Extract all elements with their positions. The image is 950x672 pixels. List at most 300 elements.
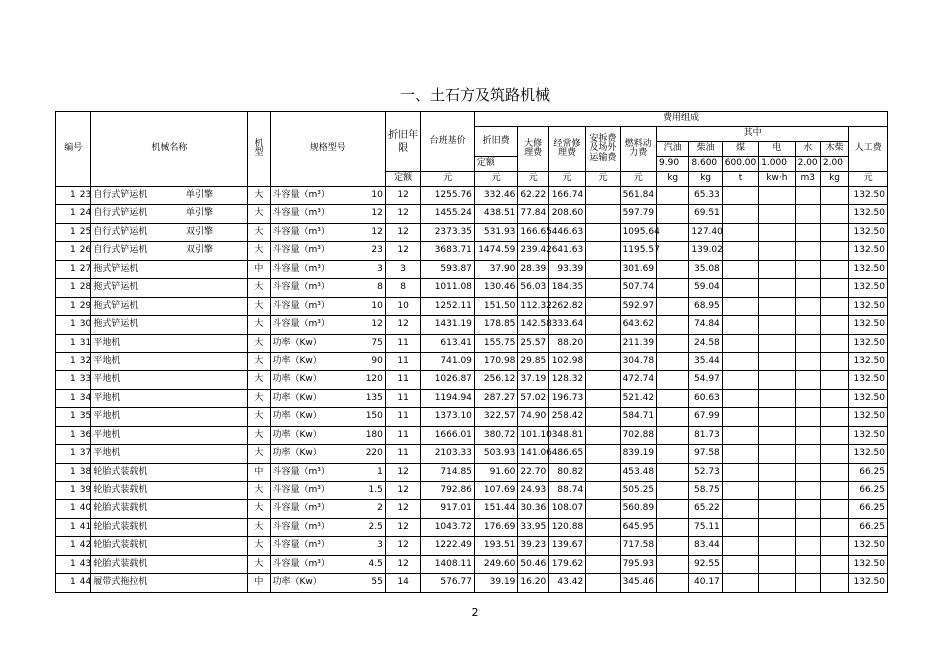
cell-size: 10	[351, 297, 385, 315]
cell-wood	[820, 352, 848, 370]
table-row	[56, 426, 888, 444]
cell-labor: 132.50	[849, 389, 888, 407]
cell-sub	[184, 260, 248, 278]
cell-no: 26	[78, 242, 91, 260]
cell-size: 4.5	[351, 555, 385, 573]
cell-gas	[657, 297, 689, 315]
cell-fuel: 584.71	[620, 408, 656, 426]
cell-repair: 184.35	[548, 279, 585, 297]
cell-depr: 249.60	[474, 555, 518, 573]
table-row	[56, 187, 888, 205]
cell-diesel: 54.97	[689, 371, 722, 389]
cell-wood	[820, 297, 848, 315]
cell-no-prefix: 1	[56, 537, 78, 555]
cell-no: 28	[78, 279, 91, 297]
cell-fuel: 702.88	[620, 426, 656, 444]
cell-coal	[722, 279, 758, 297]
cell-labor: 66.25	[849, 463, 888, 481]
cell-overhaul: 16.20	[518, 574, 548, 592]
cell-fuel: 597.79	[620, 205, 656, 223]
cell-install	[586, 408, 620, 426]
cell-depr: 193.51	[474, 537, 518, 555]
cell-water	[795, 187, 820, 205]
cell-coal	[722, 445, 758, 463]
cell-elec	[759, 297, 795, 315]
header-among: 其中	[657, 127, 849, 142]
cell-size: 150	[351, 408, 385, 426]
cell-sub	[184, 297, 248, 315]
unit-cell: kg	[820, 172, 848, 187]
table-row	[56, 334, 888, 352]
cell-repair: 108.07	[548, 500, 585, 518]
cell-size: 180	[351, 426, 385, 444]
cell-base: 1408.11	[421, 555, 475, 573]
cell-years: 12	[385, 187, 420, 205]
cell-name: 自行式铲运机	[91, 187, 184, 205]
cell-base: 1043.72	[421, 518, 475, 536]
cell-no-prefix: 1	[56, 482, 78, 500]
table-row	[56, 205, 888, 223]
table-row	[56, 408, 888, 426]
cell-sub: 双引擎	[184, 223, 248, 241]
cell-install	[586, 518, 620, 536]
table-row	[56, 297, 888, 315]
cell-overhaul: 39.23	[518, 537, 548, 555]
cell-fuel: 301.69	[620, 260, 656, 278]
cell-no: 31	[78, 334, 91, 352]
cell-years: 12	[385, 518, 420, 536]
cell-gas	[657, 445, 689, 463]
table-row	[56, 352, 888, 370]
cell-wood	[820, 463, 848, 481]
cell-elec	[759, 316, 795, 334]
cell-depr: 256.12	[474, 371, 518, 389]
cell-type: 中	[248, 574, 270, 592]
cell-type: 大	[248, 408, 270, 426]
cell-repair: 128.32	[548, 371, 585, 389]
cell-no: 29	[78, 297, 91, 315]
header-install: 安拆费及场外运输费	[586, 127, 620, 172]
cell-water	[795, 463, 820, 481]
cell-sub: 单引擎	[184, 205, 248, 223]
table-row	[56, 518, 888, 536]
cell-water	[795, 297, 820, 315]
cell-coal	[722, 537, 758, 555]
cell-depr: 438.51	[474, 205, 518, 223]
cell-fuel: 472.74	[620, 371, 656, 389]
cell-wood	[820, 205, 848, 223]
unit-cell: kw·h	[759, 172, 795, 187]
table-row	[56, 555, 888, 573]
cell-overhaul: 77.84	[518, 205, 548, 223]
table-row	[56, 445, 888, 463]
cell-gas	[657, 518, 689, 536]
cell-years: 12	[385, 500, 420, 518]
cell-overhaul: 62.22	[518, 187, 548, 205]
cell-no: 41	[78, 518, 91, 536]
cell-size: 220	[351, 445, 385, 463]
cell-no-prefix: 1	[56, 297, 78, 315]
cell-type: 大	[248, 537, 270, 555]
cell-no: 30	[78, 316, 91, 334]
cell-labor: 132.50	[849, 297, 888, 315]
cell-overhaul: 74.90	[518, 408, 548, 426]
cell-coal	[722, 426, 758, 444]
cell-elec	[759, 371, 795, 389]
cell-name: 轮胎式装载机	[91, 482, 184, 500]
cell-depr: 91.60	[474, 463, 518, 481]
cell-sub	[184, 279, 248, 297]
cell-gas	[657, 482, 689, 500]
cell-water	[795, 334, 820, 352]
cell-no-prefix: 1	[56, 463, 78, 481]
table-row	[56, 279, 888, 297]
header-price: 2.00	[795, 157, 820, 172]
cell-water	[795, 223, 820, 241]
cell-name: 平地机	[91, 371, 184, 389]
cell-coal	[722, 574, 758, 592]
table-row	[56, 371, 888, 389]
cell-no: 40	[78, 500, 91, 518]
cell-no: 35	[78, 408, 91, 426]
cell-wood	[820, 426, 848, 444]
cell-labor: 132.50	[849, 445, 888, 463]
unit-cell: 元	[421, 172, 475, 187]
cell-labor: 132.50	[849, 316, 888, 334]
cell-base: 792.86	[421, 482, 475, 500]
cell-repair: 43.42	[548, 574, 585, 592]
cell-name: 拖式铲运机	[91, 316, 184, 334]
cell-wood	[820, 555, 848, 573]
cell-diesel: 65.33	[689, 187, 722, 205]
table-row	[56, 223, 888, 241]
cell-diesel: 68.95	[689, 297, 722, 315]
cell-size: 12	[351, 223, 385, 241]
header-no: 编号	[56, 112, 91, 187]
cell-diesel: 97.58	[689, 445, 722, 463]
cell-base: 593.87	[421, 260, 475, 278]
cell-spec: 功率（Kw）	[270, 445, 351, 463]
cell-years: 11	[385, 389, 420, 407]
cell-size: 90	[351, 352, 385, 370]
cell-elec	[759, 482, 795, 500]
cell-spec: 斗容量（m³）	[270, 463, 351, 481]
cell-gas	[657, 408, 689, 426]
cell-no-prefix: 1	[56, 500, 78, 518]
cell-gas	[657, 316, 689, 334]
cell-diesel: 69.51	[689, 205, 722, 223]
cell-depr: 37.90	[474, 260, 518, 278]
cell-overhaul: 30.36	[518, 500, 548, 518]
cell-repair: 93.39	[548, 260, 585, 278]
table-row	[56, 574, 888, 592]
cell-depr: 332.46	[474, 187, 518, 205]
cell-labor: 132.50	[849, 426, 888, 444]
cell-fuel: 211.39	[620, 334, 656, 352]
cell-install	[586, 316, 620, 334]
cell-no-prefix: 1	[56, 205, 78, 223]
cell-coal	[722, 518, 758, 536]
table-row	[56, 242, 888, 260]
cell-size: 55	[351, 574, 385, 592]
cell-spec: 功率（Kw）	[270, 426, 351, 444]
cell-size: 10	[351, 187, 385, 205]
cell-install	[586, 445, 620, 463]
cell-sub	[184, 316, 248, 334]
cell-sub	[184, 408, 248, 426]
cell-wood	[820, 242, 848, 260]
cell-type: 大	[248, 371, 270, 389]
cell-sub	[184, 371, 248, 389]
cell-name: 履带式拖拉机	[91, 574, 184, 592]
cell-labor: 66.25	[849, 518, 888, 536]
cell-coal	[722, 187, 758, 205]
page-title: 一、土石方及筑路机械	[399, 86, 550, 104]
cell-no-prefix: 1	[56, 408, 78, 426]
cell-water	[795, 316, 820, 334]
cell-name: 拖式铲运机	[91, 297, 184, 315]
cell-diesel: 81.73	[689, 426, 722, 444]
cell-years: 11	[385, 334, 420, 352]
cell-elec	[759, 426, 795, 444]
cell-size: 135	[351, 389, 385, 407]
cell-name: 平地机	[91, 352, 184, 370]
cell-fuel: 839.19	[620, 445, 656, 463]
cell-years: 10	[385, 297, 420, 315]
cell-coal	[722, 482, 758, 500]
cell-elec	[759, 187, 795, 205]
header-type: 机型	[248, 112, 270, 187]
cell-size: 75	[351, 334, 385, 352]
cell-repair: 166.74	[548, 187, 585, 205]
cell-diesel: 83.44	[689, 537, 722, 555]
cell-name: 平地机	[91, 445, 184, 463]
cell-name: 平地机	[91, 334, 184, 352]
cell-sub	[184, 518, 248, 536]
cell-spec: 功率（Kw）	[270, 352, 351, 370]
cell-base: 1431.19	[421, 316, 475, 334]
cell-no-prefix: 1	[56, 279, 78, 297]
cell-years: 12	[385, 555, 420, 573]
cell-no: 36	[78, 426, 91, 444]
cell-size: 23	[351, 242, 385, 260]
cell-fuel: 592.97	[620, 297, 656, 315]
cell-type: 大	[248, 426, 270, 444]
cell-gas	[657, 205, 689, 223]
cell-wood	[820, 260, 848, 278]
cell-coal	[722, 555, 758, 573]
cell-depr: 130.46	[474, 279, 518, 297]
cell-install	[586, 223, 620, 241]
cell-base: 1455.24	[421, 205, 475, 223]
cell-years: 11	[385, 426, 420, 444]
cell-water	[795, 445, 820, 463]
cell-years: 12	[385, 537, 420, 555]
cell-wood	[820, 279, 848, 297]
cell-depr: 380.72	[474, 426, 518, 444]
cell-no-prefix: 1	[56, 352, 78, 370]
header-sub: 汽油	[657, 142, 689, 157]
cell-sub	[184, 389, 248, 407]
cell-diesel: 60.63	[689, 389, 722, 407]
machinery-cost-table	[55, 111, 888, 593]
cell-years: 14	[385, 574, 420, 592]
unit-cell: 元	[620, 172, 656, 187]
cell-spec: 斗容量（m³）	[270, 537, 351, 555]
cell-fuel: 561.84	[620, 187, 656, 205]
page-number: 2	[471, 606, 479, 619]
cell-no-prefix: 1	[56, 316, 78, 334]
cell-overhaul: 25.57	[518, 334, 548, 352]
cell-sub	[184, 426, 248, 444]
cell-base: 1026.87	[421, 371, 475, 389]
cell-diesel: 52.73	[689, 463, 722, 481]
cell-repair: 80.82	[548, 463, 585, 481]
cell-install	[586, 371, 620, 389]
cell-overhaul: 22.70	[518, 463, 548, 481]
cell-elec	[759, 463, 795, 481]
cell-spec: 功率（Kw）	[270, 371, 351, 389]
cell-no: 34	[78, 389, 91, 407]
cell-water	[795, 279, 820, 297]
cell-depr: 39.19	[474, 574, 518, 592]
cell-diesel: 74.84	[689, 316, 722, 334]
cell-elec	[759, 408, 795, 426]
cell-elec	[759, 334, 795, 352]
cell-elec	[759, 537, 795, 555]
cell-gas	[657, 574, 689, 592]
cell-water	[795, 205, 820, 223]
cell-fuel: 521.42	[620, 389, 656, 407]
cell-years: 3	[385, 260, 420, 278]
cell-elec	[759, 555, 795, 573]
cell-no-prefix: 1	[56, 242, 78, 260]
cell-gas	[657, 279, 689, 297]
cell-spec: 功率（Kw）	[270, 334, 351, 352]
cell-wood	[820, 518, 848, 536]
cell-depr: 170.98	[474, 352, 518, 370]
cell-install	[586, 537, 620, 555]
cell-repair: 88.74	[548, 482, 585, 500]
cell-install	[586, 574, 620, 592]
cell-install	[586, 352, 620, 370]
cell-spec: 斗容量（m³）	[270, 260, 351, 278]
cell-sub	[184, 482, 248, 500]
header-sub: 柴油	[689, 142, 722, 157]
cell-overhaul: 50.46	[518, 555, 548, 573]
header-spec: 规格型号	[270, 112, 385, 187]
cell-sub: 单引擎	[184, 187, 248, 205]
cell-years: 12	[385, 316, 420, 334]
cell-no: 39	[78, 482, 91, 500]
cell-fuel: 1195.57	[620, 242, 656, 260]
cell-sub	[184, 574, 248, 592]
cell-base: 613.41	[421, 334, 475, 352]
cell-no: 32	[78, 352, 91, 370]
cell-gas	[657, 555, 689, 573]
cell-base: 2103.33	[421, 445, 475, 463]
cell-base: 1222.49	[421, 537, 475, 555]
cell-base: 1255.76	[421, 187, 475, 205]
cell-base: 3683.71	[421, 242, 475, 260]
cell-spec: 斗容量（m³）	[270, 279, 351, 297]
cell-labor: 132.50	[849, 279, 888, 297]
cell-water	[795, 242, 820, 260]
cell-type: 大	[248, 482, 270, 500]
cell-sub	[184, 537, 248, 555]
cell-type: 大	[248, 334, 270, 352]
cell-spec: 斗容量（m³）	[270, 205, 351, 223]
cell-install	[586, 297, 620, 315]
cell-install	[586, 260, 620, 278]
header-overhaul: 大修理费	[518, 127, 548, 172]
cell-type: 大	[248, 518, 270, 536]
cell-sub	[184, 500, 248, 518]
cell-spec: 斗容量（m³）	[270, 482, 351, 500]
cell-labor: 132.50	[849, 242, 888, 260]
cell-coal	[722, 408, 758, 426]
cell-type: 大	[248, 297, 270, 315]
cell-labor: 66.25	[849, 482, 888, 500]
cell-fuel: 645.95	[620, 518, 656, 536]
cell-repair: 179.62	[548, 555, 585, 573]
header-sub: 电	[759, 142, 795, 157]
unit-cell: kg	[657, 172, 689, 187]
cell-diesel: 65.22	[689, 500, 722, 518]
cell-no: 38	[78, 463, 91, 481]
cell-overhaul: 24.93	[518, 482, 548, 500]
cell-spec: 斗容量（m³）	[270, 518, 351, 536]
cell-no: 42	[78, 537, 91, 555]
cell-wood	[820, 445, 848, 463]
cell-wood	[820, 316, 848, 334]
cell-overhaul: 141.06	[518, 445, 548, 463]
cell-coal	[722, 260, 758, 278]
unit-cell: 元	[474, 172, 518, 187]
cell-overhaul: 28.39	[518, 260, 548, 278]
cell-no: 43	[78, 555, 91, 573]
cell-no: 44	[78, 574, 91, 592]
unit-cell: 元	[586, 172, 620, 187]
cell-depr: 503.93	[474, 445, 518, 463]
cell-type: 大	[248, 500, 270, 518]
cell-install	[586, 482, 620, 500]
cell-name: 轮胎式装载机	[91, 555, 184, 573]
cell-repair: 139.67	[548, 537, 585, 555]
cell-years: 11	[385, 352, 420, 370]
table-row	[56, 260, 888, 278]
header-quota: 定额	[474, 157, 518, 172]
cell-spec: 斗容量（m³）	[270, 242, 351, 260]
cell-wood	[820, 574, 848, 592]
header-price: 2.00	[820, 157, 848, 172]
header-price: 600.00	[722, 157, 758, 172]
cell-years: 11	[385, 408, 420, 426]
cell-gas	[657, 371, 689, 389]
cell-wood	[820, 537, 848, 555]
cell-base: 1252.11	[421, 297, 475, 315]
cell-labor: 132.50	[849, 260, 888, 278]
cell-repair: 262.82	[548, 297, 585, 315]
header-labor: 人工费	[849, 127, 888, 172]
unit-cell: 元	[548, 172, 585, 187]
cell-gas	[657, 352, 689, 370]
cell-base: 2373.35	[421, 223, 475, 241]
cell-overhaul: 166.65	[518, 223, 548, 241]
cell-no-prefix: 1	[56, 371, 78, 389]
cell-install	[586, 463, 620, 481]
unit-cell: 元	[518, 172, 548, 187]
